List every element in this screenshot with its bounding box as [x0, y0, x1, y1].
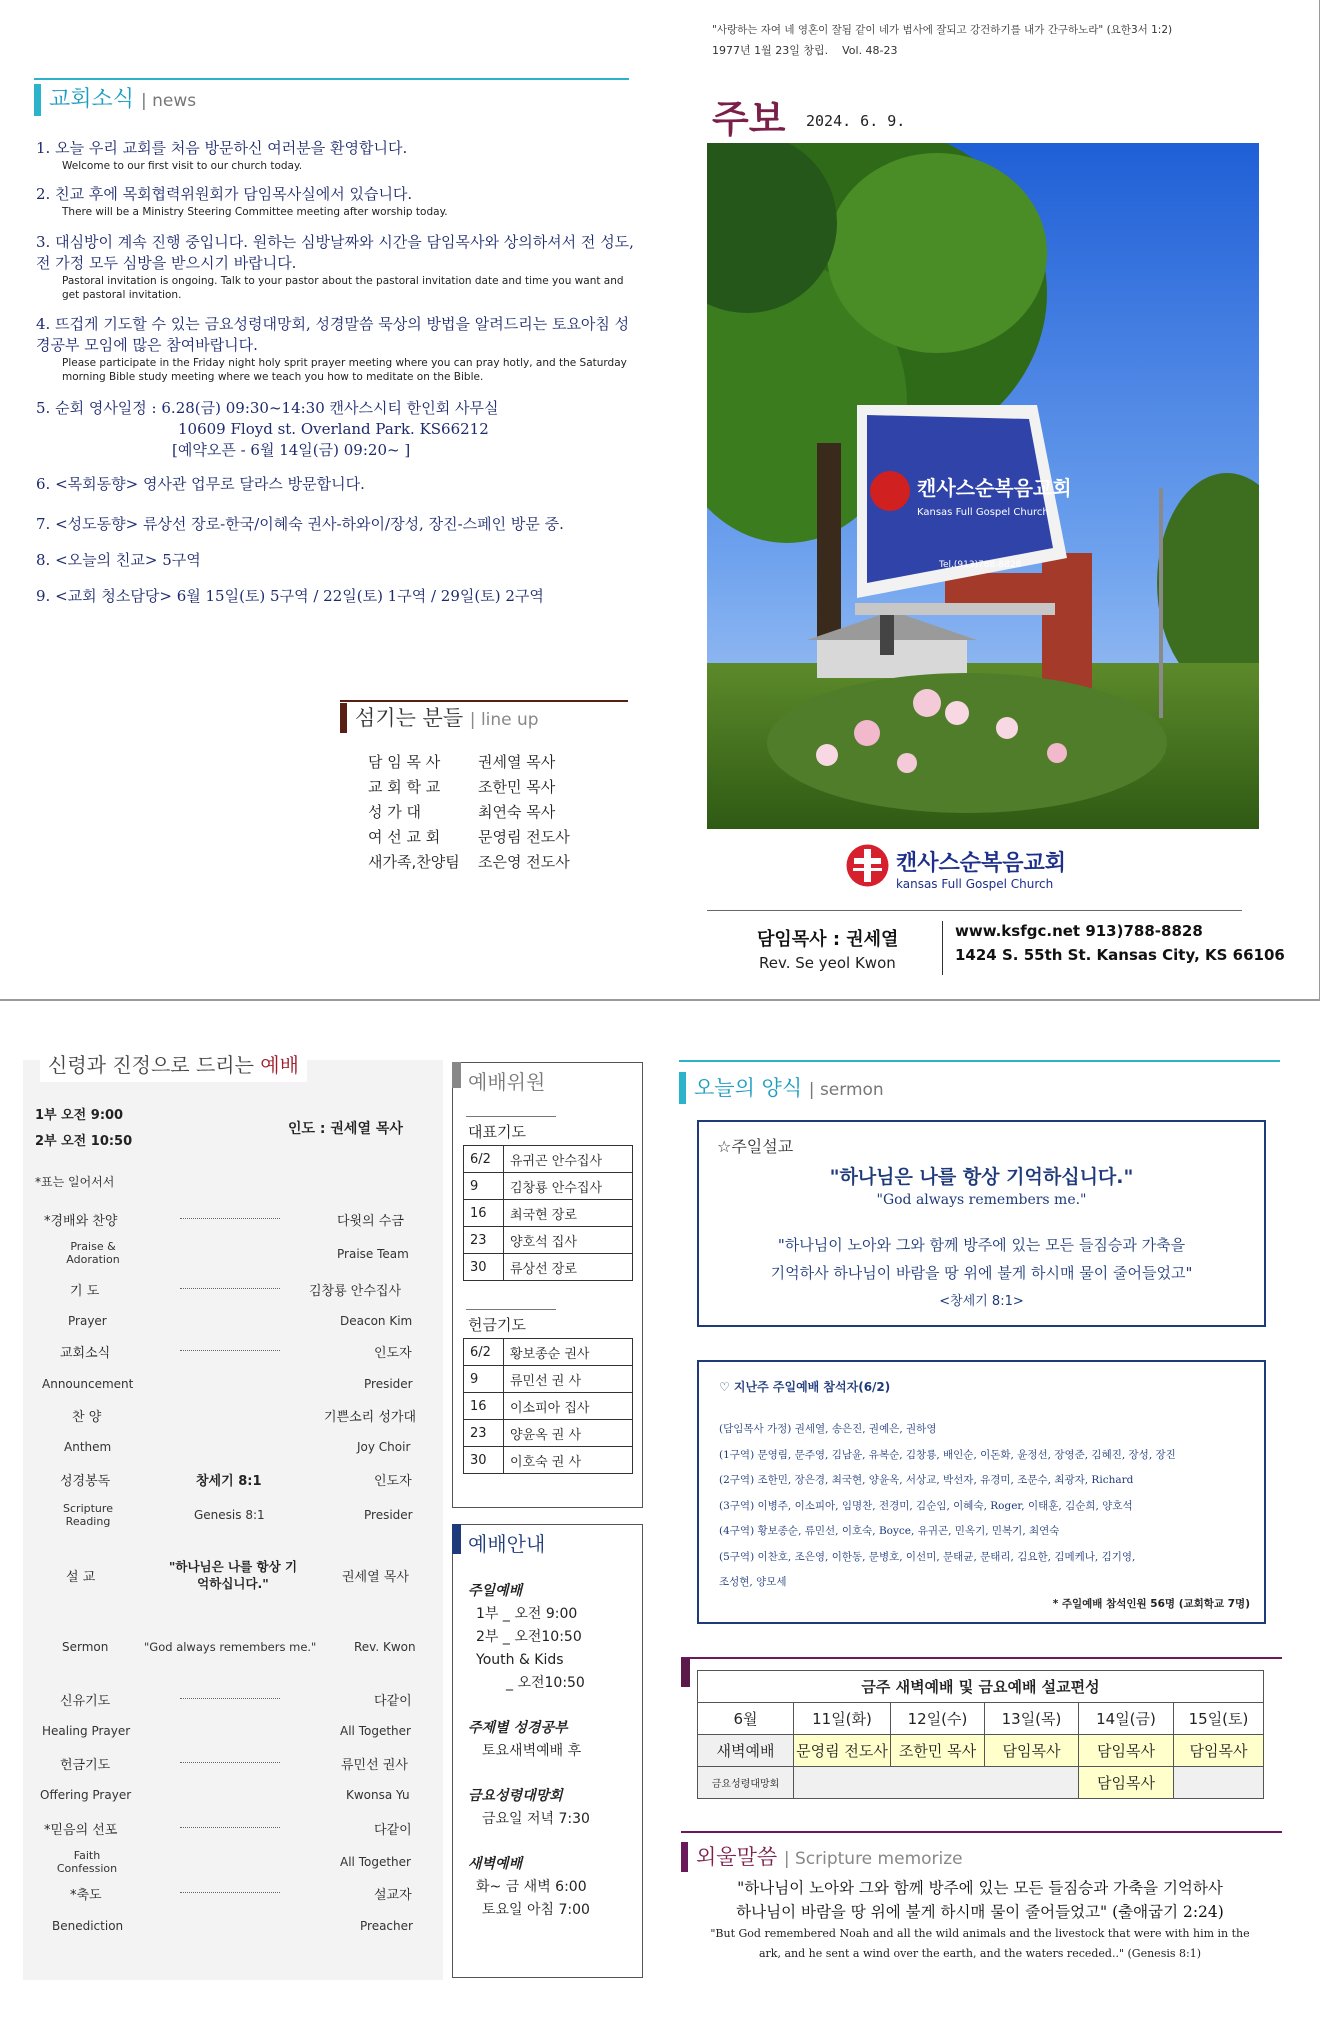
- offering-table: [463, 1338, 633, 1474]
- table-row: 16 최국현 장로: [464, 1200, 633, 1227]
- rep-prayer-label: 대표기도: [468, 1123, 526, 1141]
- order-en: Praise & Adoration: [66, 1240, 120, 1266]
- order-right-en: Rev. Kwon: [354, 1640, 416, 1654]
- pastor-en: Rev. Se yeol Kwon: [759, 954, 896, 972]
- sermon-box: [697, 1120, 1266, 1327]
- masthead-founded: 1977년 1월 23일 창립. Vol. 48-23: [712, 44, 898, 57]
- footer-line: [707, 910, 1242, 911]
- order-right-en: Preacher: [360, 1919, 413, 1933]
- order-ko: *믿음의 선포: [44, 1823, 118, 1838]
- order-ko: 설 교: [66, 1570, 96, 1585]
- order-mid-en: Genesis 8:1: [194, 1508, 265, 1522]
- schedule-header-accent: [681, 1657, 690, 1687]
- order-right: 다같이: [374, 1694, 412, 1709]
- sermon-header: 오늘의 양식 | sermon: [679, 1072, 884, 1104]
- order-dots: [180, 1892, 280, 1893]
- attendance-box: [697, 1360, 1266, 1624]
- memorize-en-1: "But God remembered Noah and all the wild animals and the livestock that were with him in the: [710, 1927, 1250, 1940]
- news-item-2: 2. 친교 후에 목회협력위원회가 담임목사실에서 있습니다. There will be a Ministry Steering Committee meeting after worship today.: [36, 185, 448, 218]
- order-dots: [180, 1350, 280, 1351]
- table-row: 9 류민선 권 사: [464, 1366, 633, 1393]
- memorize-ko-1: "하나님이 노아와 그와 함께 방주에 있는 모든 들짐승과 가축을 기억하사: [737, 1879, 1223, 1897]
- worship-title-box: 신령과 진정으로 드리는 예배: [40, 1048, 307, 1082]
- order-mid-en: "God always remembers me.": [144, 1640, 317, 1654]
- table-row: 23 양윤옥 권 사: [464, 1420, 633, 1447]
- service1-time: 1부 오전 9:00: [35, 1108, 124, 1123]
- order-ko: *경배와 찬양: [44, 1214, 118, 1229]
- stand-note: *표는 일어서서: [35, 1175, 115, 1189]
- sermon-title-ko: "하나님은 나를 항상 기억하십니다.": [829, 1166, 1134, 1188]
- church-contact: www.ksfgc.net 913)788-8828: [955, 922, 1203, 940]
- table-row: 9 김창룡 안수집사: [464, 1173, 633, 1200]
- order-right-en: Kwonsa Yu: [346, 1788, 410, 1802]
- sermon-verse-2: 기억하사 하나님이 바람을 땅 위에 불게 하시매 물이 줄어들었고": [770, 1264, 1193, 1282]
- order-right: 김창룡 안수집사: [309, 1284, 402, 1299]
- order-ko: *축도: [70, 1888, 102, 1903]
- sermon-ref: <창세기 8:1>: [939, 1294, 1024, 1309]
- guide-content: 주일예배 1부 _ 오전 9:00 2부 _ 오전10:50 Youth & Kids _ 오전10:50 주제별 성경공부 토요새벽예배 후 금요성령대망회 금요일 저녁 7:30 새벽예배 화~ 금 새벽 6:00 토요일 아침 7:00: [468, 1583, 590, 1918]
- sign-phone: Tel.(913)788-8828: [939, 560, 1022, 570]
- news-header-line: [34, 78, 629, 80]
- table-row: 30 이호숙 권 사: [464, 1447, 633, 1474]
- rep-prayer-label-line: [466, 1116, 556, 1117]
- schedule-table: [697, 1670, 1264, 1799]
- order-right-en: Praise Team: [337, 1247, 409, 1261]
- offering-label-line: [466, 1309, 556, 1310]
- worship-leader: 인도 : 권세열 목사: [288, 1121, 403, 1137]
- order-en: Faith Confession: [56, 1849, 118, 1875]
- sign-name-en: Kansas Full Gospel Church: [917, 507, 1049, 518]
- sermon-title: 오늘의 양식: [694, 1076, 803, 1100]
- order-right: 류민선 권사: [341, 1758, 408, 1773]
- table-row: 6/2 황보종순 권사: [464, 1339, 633, 1366]
- order-right: 다같이: [374, 1823, 412, 1838]
- order-right: 기쁜소리 성가대: [324, 1410, 417, 1425]
- sermon-verse-1: "하나님이 노아와 그와 함께 방주에 있는 모든 들짐승과 가축을: [777, 1236, 1186, 1254]
- news-item-5: 5. 순회 영사일정 : 6.28(금) 09:30~14:30 캔사스시티 한인회 사무실 10609 Floyd st. Overland Park. KS66212 [예약오픈 - 6월 14일(금) 09:20~ ]: [36, 399, 499, 459]
- order-en: Offering Prayer: [40, 1788, 132, 1802]
- table-row: 16 이소피아 집사: [464, 1393, 633, 1420]
- order-dots: [180, 1288, 280, 1289]
- cross-logo-icon: [845, 843, 890, 888]
- table-row: 금요성령대망회 담임목사: [698, 1767, 1264, 1799]
- masthead-verse: "사랑하는 자여 네 영혼이 잘됨 같이 네가 범사에 잘되고 강건하기를 내가 간구하노라" (요한3서 1:2): [712, 24, 1173, 36]
- footer-divider: [942, 921, 943, 975]
- order-right-en: Deacon Kim: [340, 1314, 413, 1328]
- bulletin-date: 2024. 6. 9.: [806, 112, 906, 130]
- church-name-ko: 캔사스순복음교회: [896, 851, 1067, 876]
- order-dots: [180, 1698, 280, 1699]
- pastor-label: 담임목사 : 권세열: [757, 929, 899, 950]
- servant-row: 교 회 학 교 조한민 목사: [368, 778, 556, 796]
- memorize-ko-2: 하나님이 바람을 땅 위에 불게 하시매 물이 줄어들었고" (출애굽기 2:24): [736, 1903, 1224, 1921]
- service2-time: 2부 오전 10:50: [35, 1134, 133, 1149]
- order-dots: [180, 1762, 280, 1763]
- guide-header: 예배안내: [452, 1524, 643, 1564]
- memorize-header: 외울말씀 | Scripture memorize: [681, 1842, 963, 1872]
- order-ko: 기 도: [70, 1284, 100, 1299]
- attendance-list: (담임목사 가정) 권세열, 송은진, 권예은, 권하영 (1구역) 문영림, 문주영, 김남윤, 유복순, 김창룡, 배인순, 이돈화, 윤정선, 장영준, 김혜진, 장성, 장진 (2구역) 조한민, 장은경, 최국현, 양윤옥, 서상교, 박선자, 유경미, 조문수, 최광자, Richard (3구역) 이병주, 이소피아, 임명찬, 전경미, 김순임, 이혜숙, Roger, 이태훈, 김순희, 양호석 (4구역) 황보종순, 류민선, 이호숙, Boyce, 유귀곤, 민옥기, 민복기, 최연숙 (5구역) 이찬호, 조은영, 이한동, 문병호, 이선미, 문태균, 문태리, 김요한, 김메케나, 김기영, 조성현, 양모세: [719, 1423, 1176, 1588]
- order-dots: [180, 1218, 280, 1219]
- attendance-total: * 주일예배 참석인원 56명 (교회학교 7명): [1052, 1598, 1250, 1610]
- sign-name-ko: 캔사스순복음교회: [917, 476, 1072, 500]
- sermon-header-line: [679, 1060, 1280, 1062]
- news-item-9: 9. <교회 청소담당> 6월 15일(토) 5구역 / 22일(토) 1구역 / 29일(토) 2구역: [36, 587, 544, 605]
- order-right: 권세열 목사: [342, 1570, 409, 1585]
- church-name-en: kansas Full Gospel Church: [896, 877, 1054, 891]
- order-dots: [180, 1827, 280, 1828]
- order-right-en: Presider: [364, 1377, 413, 1391]
- order-ko: 신유기도: [60, 1694, 111, 1709]
- order-ko: 찬 양: [72, 1410, 102, 1425]
- order-mid: "하나님은 나를 항상 기억하십니다.": [168, 1559, 298, 1591]
- cover-photo: [707, 143, 1259, 829]
- schedule-header-line: [681, 1657, 1282, 1659]
- servants-header-line: [340, 700, 628, 702]
- news-title: 교회소식: [49, 87, 135, 112]
- order-en: Prayer: [68, 1314, 107, 1328]
- attendance-title: ♡ 지난주 주일예배 참석자(6/2): [719, 1380, 891, 1394]
- page-separator: [0, 1000, 1320, 1001]
- table-row: 23 양호석 집사: [464, 1227, 633, 1254]
- order-right-en: All Together: [340, 1855, 411, 1869]
- order-en: Anthem: [64, 1440, 112, 1454]
- church-sign-photo: [707, 143, 1259, 829]
- news-subtitle: news: [152, 91, 197, 111]
- order-en: Scripture Reading: [63, 1502, 113, 1528]
- memorize-header-line: [681, 1831, 1282, 1833]
- table-row: 6월 11일(화) 12일(수) 13일(목) 14일(금) 15일(토): [698, 1703, 1264, 1735]
- servants-title: 섬기는 분들: [355, 706, 464, 730]
- memorize-subtitle: Scripture memorize: [794, 1849, 963, 1869]
- news-item-1: 1. 오늘 우리 교회를 처음 방문하신 여러분을 환영합니다. Welcome to our first visit to our church today.: [36, 139, 408, 172]
- servant-row: 성 가 대 최연숙 목사: [368, 803, 556, 821]
- memorize-en-2: ark, and he sent a wind over the earth, and the waters receded.." (Genesis 8:1): [758, 1947, 1201, 1960]
- sermon-title-en: "God always remembers me.": [876, 1192, 1087, 1208]
- servants-subtitle: line up: [480, 710, 539, 730]
- committee-header: 예배위원: [452, 1062, 643, 1102]
- memorize-title: 외울말씀: [696, 1845, 778, 1869]
- servant-row: 새가족,찬양팀 조은영 전도사: [368, 853, 570, 871]
- news-item-3: 3. 대심방이 계속 진행 중입니다. 원하는 심방날짜와 시간을 담임목사와 상의하셔서 전 성도, 전 가정 모두 심방을 받으시기 바랍니다. Pastoral invitation is ongoing. Talk to your pastor about the pastoral invitation date and time you want and get pastoral invitation.: [36, 233, 634, 301]
- table-row: [698, 1671, 1264, 1703]
- news-item-6: 6. <목회동향> 영사관 업무로 달라스 방문합니다.: [36, 475, 365, 493]
- church-address: 1424 S. 55th St. Kansas City, KS 66106: [955, 946, 1285, 964]
- news-header: 교회소식 | news: [34, 84, 196, 116]
- order-right-en: Presider: [364, 1508, 413, 1522]
- order-ko: 성경봉독: [60, 1474, 111, 1489]
- rep-prayer-table: [463, 1145, 633, 1281]
- sermon-subtitle: sermon: [819, 1080, 884, 1100]
- order-ko: 교회소식: [60, 1346, 111, 1361]
- offering-label: 헌금기도: [468, 1316, 526, 1334]
- bulletin-title: 주보: [712, 96, 786, 141]
- order-right: 인도자: [374, 1346, 412, 1361]
- order-en: Sermon: [62, 1640, 109, 1654]
- schedule-title: 금주 새벽예배 및 금요예배 설교편성: [698, 1671, 1264, 1703]
- servants-header: 섬기는 분들 | line up: [340, 703, 539, 733]
- order-right: 인도자: [374, 1474, 412, 1489]
- order-right-en: All Together: [340, 1724, 411, 1738]
- order-right: 설교자: [374, 1888, 412, 1903]
- order-right-en: Joy Choir: [357, 1440, 411, 1454]
- servant-row: 여 선 교 회 문영림 전도사: [368, 828, 570, 846]
- table-row: 30 류상선 장로: [464, 1254, 633, 1281]
- order-en: Healing Prayer: [42, 1724, 131, 1738]
- news-item-7: 7. <성도동향> 류상선 장로-한국/이혜숙 권사-하와이/장성, 장진-스페인 방문 중.: [36, 515, 564, 533]
- servant-row: 담 임 목 사 권세열 목사: [368, 753, 556, 771]
- order-ko: 헌금기도: [60, 1758, 111, 1773]
- order-en: Announcement: [42, 1377, 134, 1391]
- table-row: 새벽예배 문영림 전도사 조한민 목사 담임목사 담임목사 담임목사: [698, 1735, 1264, 1767]
- table-row: 6/2 유귀곤 안수집사: [464, 1146, 633, 1173]
- news-item-4: 4. 뜨겁게 기도할 수 있는 금요성령대망회, 성경말씀 묵상의 방법을 알려드리는 토요아침 성경공부 모임에 많은 참여바랍니다. Please participate in the Friday night holy sprit prayer meeting where you can pray hotly, and the Saturday morning Bible study meeting where we teach you how to meditate on the Bible.: [36, 315, 630, 383]
- order-right: 다윗의 수금: [337, 1214, 404, 1229]
- church-logo: [845, 843, 890, 888]
- news-item-8: 8. <오늘의 친교> 5구역: [36, 551, 201, 569]
- sermon-label: ☆주일설교: [717, 1137, 794, 1156]
- order-mid: 창세기 8:1: [196, 1474, 262, 1489]
- order-en: Benediction: [52, 1919, 124, 1933]
